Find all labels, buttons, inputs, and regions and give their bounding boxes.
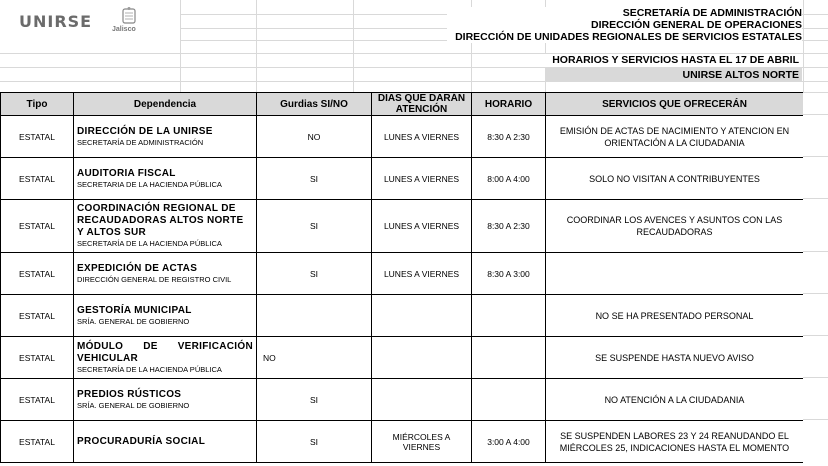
dependency-name: EXPEDICIÓN DE ACTAS (77, 262, 198, 274)
cell-servicios: SOLO NO VISITAN A CONTRIBUYENTES (546, 158, 804, 200)
cell-tipo: ESTATAL (1, 116, 74, 158)
dependency-name: GESTORÍA MUNICIPAL (77, 304, 192, 316)
cell-tipo: ESTATAL (1, 253, 74, 295)
location-band: UNIRSE ALTOS NORTE (545, 68, 802, 82)
table-row (1, 295, 804, 337)
cell-horario (472, 379, 546, 421)
table-row (1, 158, 804, 200)
dependency-name: AUDITORIA FISCAL (77, 167, 176, 179)
cell-dependencia (74, 337, 257, 379)
dependency-name: MÓDULO DE VERIFICACIÓN VEHICULAR (77, 340, 253, 364)
cell-horario: 8:30 A 2:30 (472, 200, 546, 253)
table-row (1, 116, 804, 158)
cell-guardias: SI (257, 253, 372, 295)
dependency-parent: DIRECCIÓN GENERAL DE REGISTRO CIVIL (77, 274, 232, 284)
cell-tipo: ESTATAL (1, 200, 74, 253)
logo-area (0, 0, 180, 50)
title-line-2: DIRECCIÓN GENERAL DE OPERACIONES (591, 19, 802, 31)
cell-horario: 8:30 A 2:30 (472, 116, 546, 158)
header-horario: HORARIO (472, 93, 546, 116)
dependency-parent: SECRETARÍA DE LA HACIENDA PÚBLICA (77, 364, 222, 374)
table-row (1, 337, 804, 379)
cell-horario: 8:30 A 3:00 (472, 253, 546, 295)
cell-tipo: ESTATAL (1, 379, 74, 421)
cell-horario (472, 337, 546, 379)
cell-horario (472, 295, 546, 337)
cell-servicios: COORDINAR LOS AVENCES Y ASUNTOS CON LAS RECAUDADORAS (546, 200, 804, 253)
jalisco-label: Jalisco (112, 26, 136, 33)
cell-servicios: NO ATENCIÓN A LA CIUDADANIA (546, 379, 804, 421)
dependency-name: DIRECCIÓN DE LA UNIRSE (77, 125, 213, 137)
cell-guardias: NO (257, 337, 372, 379)
cell-guardias (257, 295, 372, 337)
dependency-parent: SRÍA. GENERAL DE GOBIERNO (77, 400, 190, 410)
table-row (1, 379, 804, 421)
dependency-parent: SECRETARÍA DE LA HACIENDA PÚBLICA (77, 239, 222, 248)
schedule-subtitle: HORARIOS Y SERVICIOS HASTA EL 17 DE ABRIL (545, 54, 802, 67)
cell-tipo: ESTATAL (1, 158, 74, 200)
cell-dias: MIÉRCOLES A VIERNES (372, 421, 472, 463)
table-row (1, 421, 804, 463)
title-line-1: SECRETARÍA DE ADMINISTRACIÓN (622, 7, 802, 19)
cell-dias (372, 337, 472, 379)
dependency-parent: SECRETARÍA DE ADMINISTRACIÓN (77, 137, 204, 147)
cell-dias (372, 379, 472, 421)
cell-servicios: EMISIÓN DE ACTAS DE NACIMIENTO Y ATENCION EN ORIENTACIÓN A LA CIUDADANIA (546, 116, 804, 158)
cell-dias: LUNES A VIERNES (372, 253, 472, 295)
cell-tipo: ESTATAL (1, 421, 74, 463)
services-table (0, 92, 804, 463)
dependency-name: PROCURADURÍA SOCIAL (77, 435, 206, 447)
table-row (1, 253, 804, 295)
jalisco-seal-icon (114, 6, 144, 42)
dependency-name: COORDINACIÓN REGIONAL DE RECAUDADORAS ALTOS NORTE Y ALTOS SUR (77, 203, 244, 238)
dependency-parent: SRÍA. GENERAL DE GOBIERNO (77, 316, 190, 326)
title-line-3: DIRECCIÓN DE UNIDADES REGIONALES DE SERVICIOS ESTATALES (455, 31, 802, 43)
cell-dias: LUNES A VIERNES (372, 116, 472, 158)
cell-horario: 3:00 A 4:00 (472, 421, 546, 463)
cell-dias: LUNES A VIERNES (372, 200, 472, 253)
cell-dependencia (74, 200, 257, 253)
right-margin-gridlines (803, 92, 828, 466)
cell-dependencia (74, 295, 257, 337)
cell-guardias: NO (257, 116, 372, 158)
dependency-name: PREDIOS RÚSTICOS (77, 388, 182, 400)
cell-servicios: NO SE HA PRESENTADO PERSONAL (546, 295, 804, 337)
cell-dependencia (74, 379, 257, 421)
cell-dependencia (74, 421, 257, 463)
cell-guardias: SI (257, 421, 372, 463)
table-header-row (1, 93, 804, 116)
table-row (1, 200, 804, 253)
cell-guardias: SI (257, 158, 372, 200)
dependency-parent: SECRETARIA DE LA HACIENDA PÚBLICA (77, 179, 222, 189)
unirse-logo: UNIRSE (19, 12, 93, 31)
header-dias: DIAS QUE DARÁN ATENCIÓN (372, 93, 472, 116)
cell-dias: LUNES A VIERNES (372, 158, 472, 200)
header-titles (447, 7, 802, 43)
header-servicios: SERVICIOS QUE OFRECERÁN (546, 93, 804, 116)
cell-tipo: ESTATAL (1, 295, 74, 337)
cell-dias (372, 295, 472, 337)
header-dependencia: Dependencia (74, 93, 257, 116)
cell-servicios: SE SUSPENDEN LABORES 23 Y 24 REANUDANDO EL MIÉRCOLES 25, INDICACIONES HASTA EL MOMENTO (546, 421, 804, 463)
cell-dependencia (74, 116, 257, 158)
cell-servicios (546, 253, 804, 295)
header-guardias: Gurdias SI/NO (257, 93, 372, 116)
sheet-header (0, 0, 828, 92)
cell-dependencia (74, 253, 257, 295)
cell-dependencia (74, 158, 257, 200)
cell-tipo: ESTATAL (1, 337, 74, 379)
cell-servicios: SE SUSPENDE HASTA NUEVO AVISO (546, 337, 804, 379)
cell-guardias: SI (257, 379, 372, 421)
cell-horario: 8:00 A 4:00 (472, 158, 546, 200)
header-tipo: Tipo (1, 93, 74, 116)
cell-guardias: SI (257, 200, 372, 253)
